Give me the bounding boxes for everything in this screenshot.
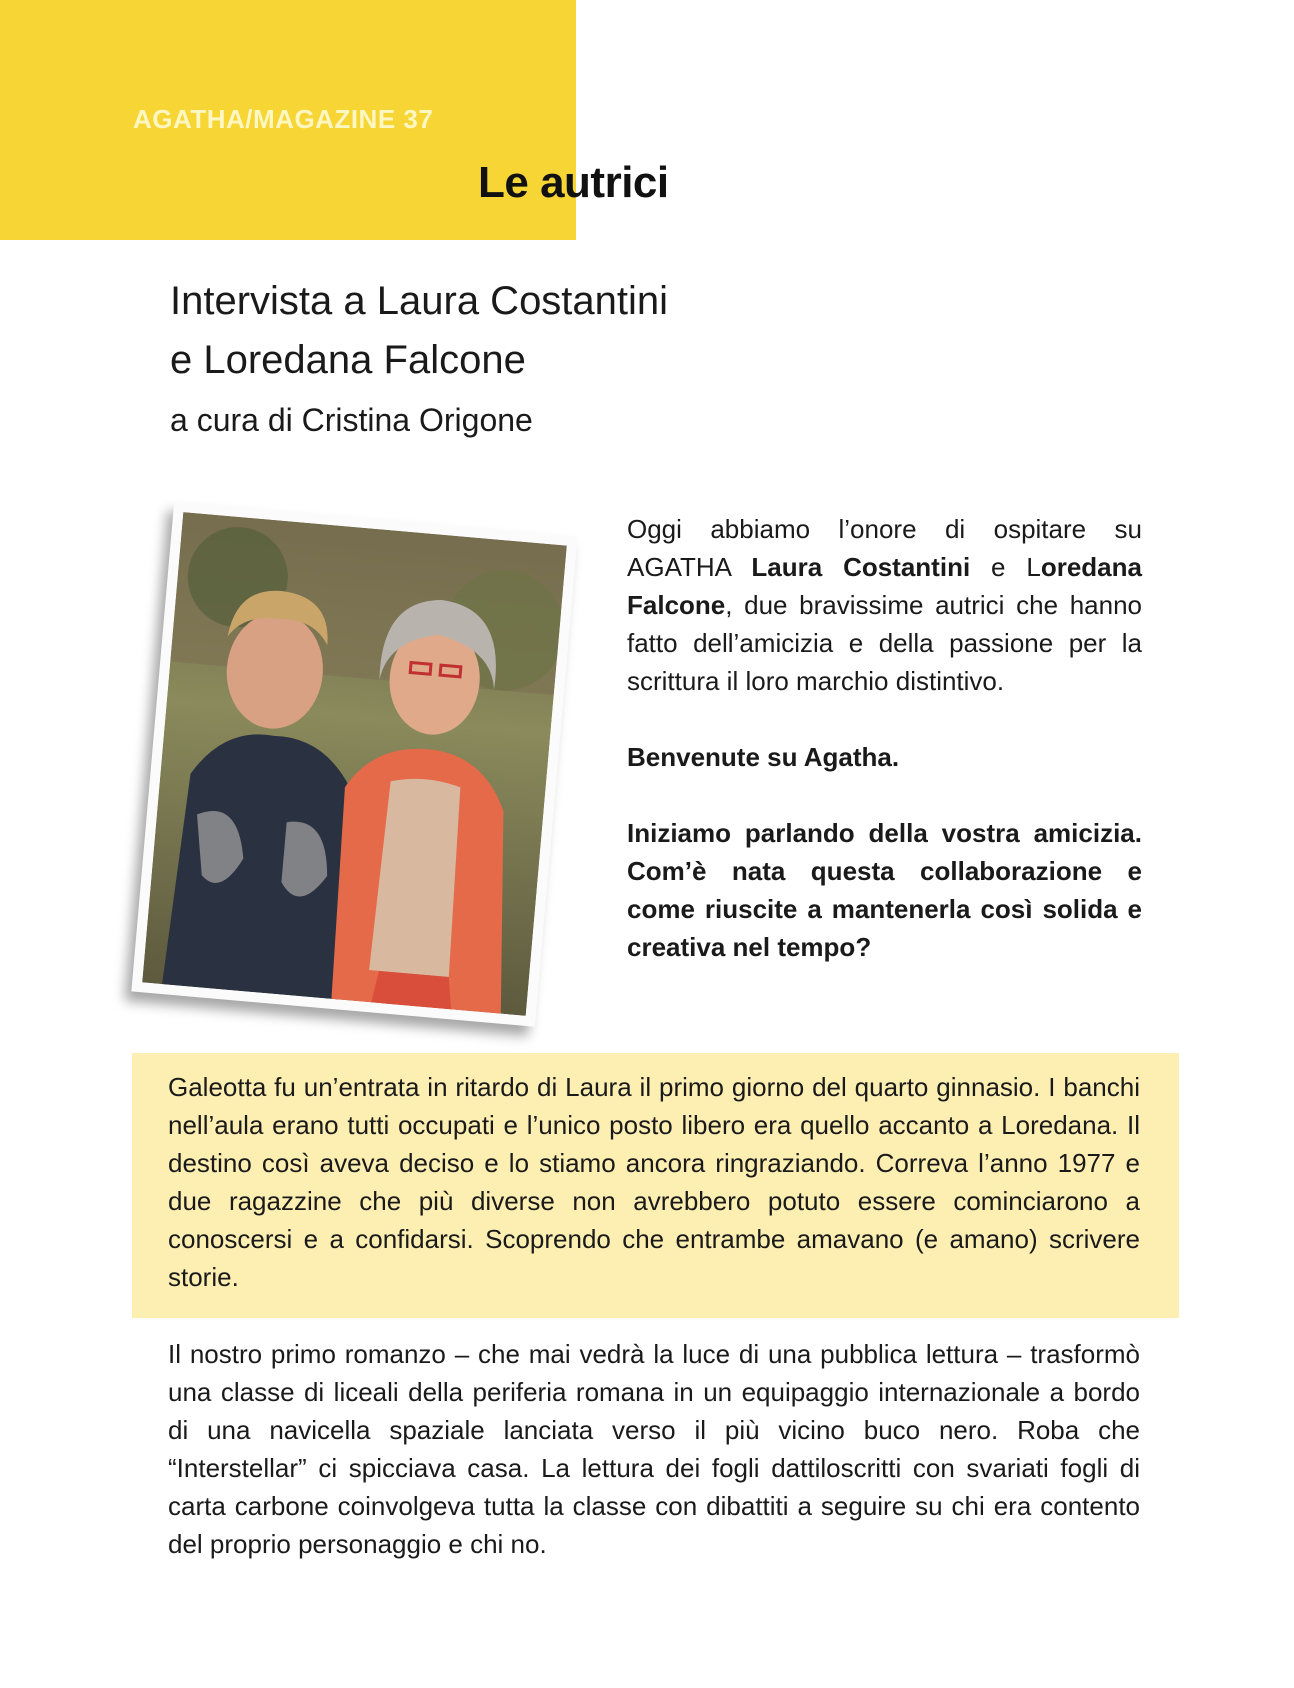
article-headline — [170, 272, 870, 390]
authors-photo — [131, 501, 577, 1026]
answer-paragraph — [168, 1068, 1140, 1296]
question-text: Iniziamo parlando della vostra amicizia. Com’è nata questa collaborazione e come riuscite a mantenerla così solida e creativa nel tempo? — [627, 818, 1142, 962]
author-name-1: Laura Costantini — [751, 552, 971, 582]
section-title: Le autrici — [478, 158, 669, 207]
author-name-2: oredana Falcone — [627, 552, 1142, 620]
intro-paragraph — [627, 510, 1142, 700]
intro-text-2: e L — [970, 552, 1041, 582]
headline-line-1: Intervista a Laura Costantini — [170, 279, 669, 323]
intro-column — [627, 510, 1142, 966]
interview-question — [627, 814, 1142, 966]
body-paragraph — [168, 1335, 1140, 1563]
welcome-text: Benvenute su Agatha. — [627, 742, 900, 772]
welcome-line — [627, 738, 1142, 776]
intro-text-1: Oggi abbiamo l’onore di ospitare su AGATHA — [627, 514, 1142, 582]
answer-text: Galeotta fu un’entrata in ritardo di Laura il primo giorno del quarto ginnasio. I banchi nell’aula erano tutti occupati e l’unico posto libero era quello accanto a Loredana. Il destino così aveva deciso e lo stiamo ancora ringraziando. Correva l’anno 1977 e due ragazzine che più diverse non avrebbero potuto essere cominciarono a conoscersi e a confidarsi. Scoprendo che entrambe amavano (e amano) scrivere storie. — [168, 1072, 1140, 1292]
authors-photo-image — [142, 512, 567, 1016]
intro-text-3: , due bravissime autrici che hanno fatto dell’amicizia e della passione per la scrittura il loro marchio distintivo. — [627, 590, 1142, 696]
body-text: Il nostro primo romanzo – che mai vedrà la luce di una pubblica lettura – trasformò una classe di liceali della periferia romana in un equipaggio internazionale a bordo di una navicella spaziale lanciata verso il più vicino buco nero. Roba che “Interstellar” ci spicciava casa. La lettura dei fogli dattiloscritti con svariati fogli di carta carbone coinvolgeva tutta la classe con dibattiti a seguire su chi era contento del proprio personaggio e chi no. — [168, 1339, 1140, 1559]
headline-line-2: e Loredana Falcone — [170, 338, 526, 382]
magazine-kicker: AGATHA/MAGAZINE 37 — [133, 104, 434, 134]
article-byline: a cura di Cristina Origone — [170, 402, 533, 438]
